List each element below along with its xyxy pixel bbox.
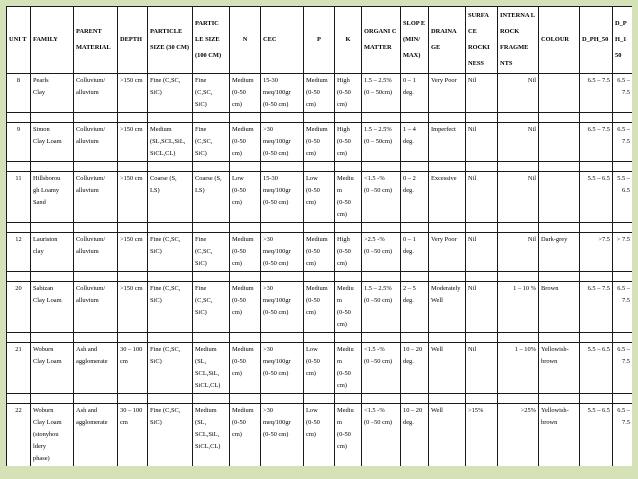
cell-ps100: Medium (SL, SCL,SiL, SiCL,CL): [193, 343, 230, 394]
cell-ps100: Coarse (S, LS): [193, 172, 230, 223]
cell-p: Medium (0-50 cm): [304, 233, 335, 272]
cell-unit: 21: [7, 343, 31, 394]
cell-n: Medium (0-50 cm): [230, 74, 261, 113]
cell-rock-surface: Nil: [466, 74, 498, 113]
cell-rock-surface: Nil: [466, 343, 498, 394]
cell-parent: Ash and agglomerate: [74, 404, 118, 467]
cell-unit: 20: [7, 282, 31, 333]
table-row: [7, 74, 633, 113]
cell-rock-surface: >15%: [466, 404, 498, 467]
cell-family: Lauriston clay: [31, 233, 74, 272]
cell-drainage: Very Poor: [429, 233, 466, 272]
cell-p: Low (0-50 cm): [304, 404, 335, 467]
cell-slope: 1 – 4 deg.: [401, 123, 429, 162]
column-header: PARTICLE SIZE (30 CM): [148, 7, 193, 74]
cell-parent: Colluvium/ alluvium: [74, 233, 118, 272]
cell-colour: Yellowish- brown: [539, 404, 580, 467]
cell-ph50: 6.5 – 7.5: [580, 123, 613, 162]
cell-k: Mediu m (0-50 cm): [335, 343, 362, 394]
cell-colour: [539, 74, 580, 113]
row-spacer: [7, 223, 633, 233]
table-row: [7, 233, 633, 272]
cell-colour: Yellowish- brown: [539, 343, 580, 394]
cell-slope: 0 – 1 deg.: [401, 74, 429, 113]
cell-ph150: 6.5 – 7.5: [613, 282, 633, 333]
cell-k: Mediu m (0-50 cm): [335, 172, 362, 223]
cell-ps100: Fine (C,SC, SiC): [193, 74, 230, 113]
cell-p: Medium (0-50 cm): [304, 282, 335, 333]
table-body: [7, 74, 633, 467]
cell-parent: Colluvium/ alluvium: [74, 74, 118, 113]
cell-unit: 11: [7, 172, 31, 223]
cell-k: Mediu m (0-50 cm): [335, 404, 362, 467]
cell-rock-internal: Nil: [498, 123, 539, 162]
column-header: K: [335, 7, 362, 74]
cell-ph50: 5.5 – 6.5: [580, 172, 613, 223]
cell-colour: [539, 123, 580, 162]
cell-depth: 30 – 100 cm: [118, 343, 148, 394]
column-header: P: [304, 7, 335, 74]
column-header: CEC: [261, 7, 304, 74]
cell-ph50: >7.5: [580, 233, 613, 272]
cell-ph150: 5.5 – 6.5: [613, 172, 633, 223]
cell-parent: Ash and agglomerate: [74, 343, 118, 394]
column-header: ORGANI C MATTER: [362, 7, 401, 74]
cell-cec: 15-30 meq/100gr (0-50 cm): [261, 74, 304, 113]
cell-rock-internal: 1 – 10%: [498, 343, 539, 394]
cell-ps30: Fine (C,SC, SiC): [148, 343, 193, 394]
cell-ph150: > 7.5: [613, 233, 633, 272]
cell-slope: 0 – 1 deg.: [401, 233, 429, 272]
cell-n: Medium (0-50 cm): [230, 404, 261, 467]
row-spacer: [7, 272, 633, 282]
cell-rock-internal: Nil: [498, 233, 539, 272]
row-spacer: [7, 162, 633, 172]
cell-om: 1.5 – 2.5% (0 – 50cm): [362, 74, 401, 113]
cell-ps30: Fine (C,SC, SiC): [148, 74, 193, 113]
cell-drainage: Excessive: [429, 172, 466, 223]
table-row: [7, 282, 633, 333]
cell-rock-surface: Nil: [466, 172, 498, 223]
cell-n: Medium (0-50 cm): [230, 123, 261, 162]
cell-n: Medium (0-50 cm): [230, 233, 261, 272]
cell-rock-surface: Nil: [466, 282, 498, 333]
cell-depth: >150 cm: [118, 74, 148, 113]
cell-p: Low (0-50 cm): [304, 172, 335, 223]
cell-ph150: 6.5 – 7.5: [613, 404, 633, 467]
column-header: COLOUR: [539, 7, 580, 74]
cell-om: >2.5 -% (0 –50 cm): [362, 233, 401, 272]
cell-cec: >30 meq/100gr (0-50 cm): [261, 343, 304, 394]
column-header: FAMILY: [31, 7, 74, 74]
cell-cec: >30 meq/100gr (0-50 cm): [261, 404, 304, 467]
soil-properties-table: [6, 6, 632, 466]
cell-slope: 0 – 2 deg.: [401, 172, 429, 223]
cell-ps30: Fine (C,SC, SiC): [148, 282, 193, 333]
cell-depth: >150 cm: [118, 282, 148, 333]
cell-ph50: 6.5 – 7.5: [580, 282, 613, 333]
table-row: [7, 172, 633, 223]
column-header: N: [230, 7, 261, 74]
cell-parent: Colluvium/ alluvium: [74, 123, 118, 162]
cell-ps30: Fine (C,SC, SiC): [148, 404, 193, 467]
table-row: [7, 123, 633, 162]
cell-k: High (0-50 cm): [335, 233, 362, 272]
cell-k: High (0-50 cm): [335, 123, 362, 162]
cell-om: <1.5 -% (0 –50 cm): [362, 404, 401, 467]
cell-cec: >30 meq/100gr (0-50 cm): [261, 123, 304, 162]
column-header: PARTIC LE SIZE (100 CM): [193, 7, 230, 74]
cell-ps30: Coarse (S, LS): [148, 172, 193, 223]
cell-family: Sabizan Clay Loam: [31, 282, 74, 333]
cell-slope: 10 – 20 deg.: [401, 404, 429, 467]
cell-ps30: Fine (C,SC, SiC): [148, 233, 193, 272]
cell-p: Medium (0-50 cm): [304, 123, 335, 162]
cell-family: Pearls Clay: [31, 74, 74, 113]
cell-drainage: Well: [429, 404, 466, 467]
table-row: [7, 343, 633, 394]
table-row: [7, 404, 633, 467]
cell-k: High (0-50 cm): [335, 74, 362, 113]
column-header: PARENT MATERIAL: [74, 7, 118, 74]
cell-n: Low (0-50 cm): [230, 172, 261, 223]
cell-family: Woburn Clay Loam (stonyhou ldery phase): [31, 404, 74, 467]
cell-unit: 12: [7, 233, 31, 272]
cell-drainage: Well: [429, 343, 466, 394]
cell-depth: >150 cm: [118, 123, 148, 162]
cell-cec: 15-30 meq/100gr (0-50 cm): [261, 172, 304, 223]
cell-p: Low (0-50 cm): [304, 343, 335, 394]
cell-rock-internal: >25%: [498, 404, 539, 467]
cell-om: <1.5 -% (0 –50 cm): [362, 172, 401, 223]
cell-family: Simon Clay Loam: [31, 123, 74, 162]
column-header: SURFA CE ROCKI NESS: [466, 7, 498, 74]
cell-drainage: Moderately Well: [429, 282, 466, 333]
cell-drainage: Very Poor: [429, 74, 466, 113]
cell-ph50: 5.5 – 6.5: [580, 404, 613, 467]
cell-depth: >150 cm: [118, 233, 148, 272]
column-header: UNI T: [7, 7, 31, 74]
cell-cec: >30 meq/100gr (0-50 cm): [261, 282, 304, 333]
cell-rock-internal: 1 – 10 %: [498, 282, 539, 333]
column-header: D_PH_1 50: [613, 7, 633, 74]
cell-drainage: Imperfect: [429, 123, 466, 162]
cell-n: Medium (0-50 cm): [230, 282, 261, 333]
row-spacer: [7, 113, 633, 123]
cell-k: Mediu m (0-50 cm): [335, 282, 362, 333]
cell-rock-surface: Nil: [466, 233, 498, 272]
cell-colour: Brown: [539, 282, 580, 333]
cell-parent: Colluvium/ alluvium: [74, 282, 118, 333]
cell-ps100: Fine (C,SC, SiC): [193, 123, 230, 162]
cell-ps30: Medium (SL,SCL,SiL, SiCL,CL): [148, 123, 193, 162]
cell-colour: [539, 172, 580, 223]
cell-unit: 9: [7, 123, 31, 162]
column-header: INTERNA L ROCK FRAGME NTS: [498, 7, 539, 74]
cell-depth: 30 – 100 cm: [118, 404, 148, 467]
cell-slope: 2 – 5 deg.: [401, 282, 429, 333]
header-row: [7, 7, 633, 74]
column-header: SLOP E (MIN/ MAX): [401, 7, 429, 74]
cell-rock-surface: Nil: [466, 123, 498, 162]
column-header: DEPTH: [118, 7, 148, 74]
cell-p: Medium (0-50 cm): [304, 74, 335, 113]
cell-rock-internal: Nil: [498, 172, 539, 223]
cell-slope: 10 – 20 deg.: [401, 343, 429, 394]
cell-om: <1.5 -% (0 –50 cm): [362, 343, 401, 394]
cell-ph150: 6.5 – 7.5: [613, 123, 633, 162]
column-header: DRAINA GE: [429, 7, 466, 74]
cell-ps100: Fine (C,SC, SiC): [193, 233, 230, 272]
column-header: D_PH_50: [580, 7, 613, 74]
cell-ph150: 6.5 – 7.5: [613, 343, 633, 394]
cell-unit: 22: [7, 404, 31, 467]
cell-om: 1.5 – 2.5% (0 – 50cm): [362, 123, 401, 162]
cell-depth: >150 cm: [118, 172, 148, 223]
cell-cec: >30 meq/100gr (0-50 cm): [261, 233, 304, 272]
cell-ph50: 5.5 – 6.5: [580, 343, 613, 394]
cell-colour: Dark-grey: [539, 233, 580, 272]
cell-ps100: Medium (SL, SCL,SiL, SiCL,CL): [193, 404, 230, 467]
cell-family: Woburn Clay Loam: [31, 343, 74, 394]
row-spacer: [7, 333, 633, 343]
cell-unit: 8: [7, 74, 31, 113]
cell-rock-internal: Nil: [498, 74, 539, 113]
cell-family: Hillsborou gh Loamy Sand: [31, 172, 74, 223]
cell-ph50: 6.5 – 7.5: [580, 74, 613, 113]
cell-parent: Colluvium/ alluvium: [74, 172, 118, 223]
cell-ph150: 6.5 – 7.5: [613, 74, 633, 113]
cell-om: 1.5 – 2.5% (0 –50 cm): [362, 282, 401, 333]
row-spacer: [7, 394, 633, 404]
soil-table-page: [6, 6, 632, 466]
cell-n: Medium (0-50 cm): [230, 343, 261, 394]
cell-ps100: Fine (C,SC, SiC): [193, 282, 230, 333]
